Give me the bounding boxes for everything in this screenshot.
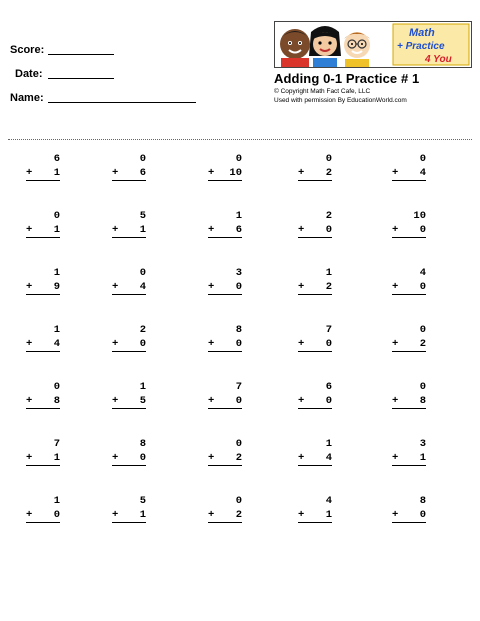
addition-problem <box>298 210 332 246</box>
addition-problem <box>298 153 332 189</box>
problem-top-number: 3 <box>235 267 242 279</box>
plus-sign: + <box>298 281 305 293</box>
answer-line[interactable] <box>208 294 242 295</box>
problem-bottom-number: 1 <box>139 224 146 236</box>
addition-problem <box>112 438 146 474</box>
problem-top-number: 0 <box>53 210 60 222</box>
problem-bottom-number: 5 <box>139 395 146 407</box>
answer-line[interactable] <box>112 351 146 352</box>
plus-sign: + <box>112 224 119 236</box>
plus-sign: + <box>112 452 119 464</box>
addition-problem <box>208 495 242 531</box>
problem-bottom-number: 0 <box>325 395 332 407</box>
answer-line[interactable] <box>208 465 242 466</box>
addition-problem <box>392 495 426 531</box>
problem-bottom-number: 4 <box>419 167 426 179</box>
plus-sign: + <box>392 509 399 521</box>
plus-sign: + <box>298 395 305 407</box>
answer-line[interactable] <box>392 294 426 295</box>
problem-top-number: 8 <box>419 495 426 507</box>
addition-problem <box>392 153 426 189</box>
plus-sign: + <box>208 395 215 407</box>
addition-problem <box>208 267 242 303</box>
answer-line[interactable] <box>112 180 146 181</box>
plus-sign: + <box>112 281 119 293</box>
problem-top-number: 0 <box>139 153 146 165</box>
problem-bottom-number: 0 <box>325 224 332 236</box>
answer-line[interactable] <box>112 522 146 523</box>
answer-line[interactable] <box>208 180 242 181</box>
answer-line[interactable] <box>392 351 426 352</box>
plus-sign: + <box>112 509 119 521</box>
answer-line[interactable] <box>26 465 60 466</box>
addition-problem <box>298 438 332 474</box>
problem-bottom-number: 2 <box>325 167 332 179</box>
plus-sign: + <box>26 281 33 293</box>
answer-line[interactable] <box>298 408 332 409</box>
problem-bottom-number: 0 <box>419 509 426 521</box>
answer-line[interactable] <box>208 408 242 409</box>
answer-line[interactable] <box>392 408 426 409</box>
problem-bottom-number: 0 <box>139 452 146 464</box>
name-label: Name: <box>10 92 44 104</box>
problem-top-number: 0 <box>235 495 242 507</box>
answer-line[interactable] <box>26 180 60 181</box>
problem-top-number: 1 <box>139 381 146 393</box>
problem-bottom-number: 1 <box>325 509 332 521</box>
answer-line[interactable] <box>392 180 426 181</box>
answer-line[interactable] <box>298 465 332 466</box>
answer-line[interactable] <box>26 522 60 523</box>
problem-top-number: 0 <box>53 381 60 393</box>
problem-bottom-number: 1 <box>53 167 60 179</box>
addition-problem <box>112 210 146 246</box>
problem-bottom-number: 4 <box>53 338 60 350</box>
answer-line[interactable] <box>298 180 332 181</box>
answer-line[interactable] <box>26 294 60 295</box>
problem-top-number: 0 <box>419 153 426 165</box>
logo-line-1: Math <box>409 27 435 39</box>
problem-top-number: 1 <box>53 324 60 336</box>
problem-top-number: 2 <box>325 210 332 222</box>
problem-bottom-number: 0 <box>235 281 242 293</box>
plus-sign: + <box>208 224 215 236</box>
page-title: Adding 0-1 Practice # 1 <box>274 71 420 86</box>
addition-problem <box>392 324 426 360</box>
plus-sign: + <box>112 167 119 179</box>
problem-bottom-number: 6 <box>235 224 242 236</box>
plus-sign: + <box>112 395 119 407</box>
problem-top-number: 1 <box>325 267 332 279</box>
addition-problem <box>392 210 426 246</box>
answer-line[interactable] <box>392 465 426 466</box>
plus-sign: + <box>26 452 33 464</box>
addition-problem <box>392 381 426 417</box>
problem-bottom-number: 0 <box>139 338 146 350</box>
addition-problem <box>208 381 242 417</box>
addition-problem <box>112 267 146 303</box>
plus-sign: + <box>392 452 399 464</box>
answer-line[interactable] <box>26 408 60 409</box>
problem-bottom-number: 8 <box>419 395 426 407</box>
plus-sign: + <box>208 452 215 464</box>
problem-top-number: 6 <box>53 153 60 165</box>
problem-top-number: 1 <box>53 267 60 279</box>
plus-sign: + <box>26 338 33 350</box>
problem-top-number: 0 <box>235 438 242 450</box>
problem-top-number: 1 <box>325 438 332 450</box>
problem-top-number: 5 <box>139 210 146 222</box>
plus-sign: + <box>298 509 305 521</box>
problem-top-number: 1 <box>53 495 60 507</box>
problem-bottom-number: 1 <box>53 224 60 236</box>
answer-line[interactable] <box>298 522 332 523</box>
problem-bottom-number: 9 <box>53 281 60 293</box>
score-label: Score: <box>10 44 45 56</box>
plus-sign: + <box>112 338 119 350</box>
problem-bottom-number: 4 <box>325 452 332 464</box>
answer-line[interactable] <box>26 237 60 238</box>
problem-top-number: 10 <box>413 210 426 222</box>
plus-sign: + <box>298 167 305 179</box>
addition-problem <box>26 210 60 246</box>
problem-top-number: 0 <box>139 267 146 279</box>
answer-line[interactable] <box>298 351 332 352</box>
answer-line[interactable] <box>392 237 426 238</box>
addition-problem <box>26 153 60 189</box>
answer-line[interactable] <box>26 351 60 352</box>
problem-bottom-number: 0 <box>419 224 426 236</box>
problem-top-number: 3 <box>419 438 426 450</box>
addition-problem <box>26 495 60 531</box>
addition-problem <box>392 438 426 474</box>
plus-sign: + <box>26 167 33 179</box>
problem-bottom-number: 2 <box>325 281 332 293</box>
problem-bottom-number: 8 <box>53 395 60 407</box>
plus-sign: + <box>392 224 399 236</box>
problem-top-number: 0 <box>235 153 242 165</box>
answer-line[interactable] <box>112 237 146 238</box>
problem-bottom-number: 4 <box>139 281 146 293</box>
problem-bottom-number: 10 <box>229 167 242 179</box>
plus-sign: + <box>26 224 33 236</box>
problem-bottom-number: 0 <box>235 338 242 350</box>
plus-sign: + <box>392 281 399 293</box>
problem-bottom-number: 1 <box>53 452 60 464</box>
addition-problem <box>392 267 426 303</box>
plus-sign: + <box>208 167 215 179</box>
problem-top-number: 2 <box>139 324 146 336</box>
problem-top-number: 0 <box>325 153 332 165</box>
plus-sign: + <box>392 167 399 179</box>
addition-problem <box>208 438 242 474</box>
problem-bottom-number: 0 <box>419 281 426 293</box>
answer-line[interactable] <box>112 408 146 409</box>
addition-problem <box>208 324 242 360</box>
problem-bottom-number: 0 <box>53 509 60 521</box>
permission-text: Used with permission By EducationWorld.com <box>274 97 407 104</box>
answer-line[interactable] <box>208 351 242 352</box>
answer-line[interactable] <box>298 237 332 238</box>
problem-bottom-number: 0 <box>325 338 332 350</box>
answer-line[interactable] <box>112 465 146 466</box>
problem-top-number: 0 <box>419 381 426 393</box>
answer-line[interactable] <box>208 237 242 238</box>
addition-problem <box>26 324 60 360</box>
addition-problem <box>112 495 146 531</box>
addition-problem <box>208 153 242 189</box>
addition-problem <box>298 381 332 417</box>
answer-line[interactable] <box>208 522 242 523</box>
logo-line-3: 4 You <box>425 54 452 65</box>
addition-problem <box>26 438 60 474</box>
problem-top-number: 4 <box>325 495 332 507</box>
addition-problem <box>26 267 60 303</box>
plus-sign: + <box>208 509 215 521</box>
addition-problem <box>112 153 146 189</box>
addition-problem <box>112 324 146 360</box>
problem-top-number: 7 <box>53 438 60 450</box>
problem-bottom-number: 2 <box>419 338 426 350</box>
plus-sign: + <box>298 338 305 350</box>
problem-top-number: 6 <box>325 381 332 393</box>
addition-problem <box>298 324 332 360</box>
problem-bottom-number: 6 <box>139 167 146 179</box>
problem-bottom-number: 0 <box>235 395 242 407</box>
plus-sign: + <box>26 395 33 407</box>
copyright-text: © Copyright Math Fact Cafe, LLC <box>274 88 371 95</box>
problem-top-number: 5 <box>139 495 146 507</box>
problem-top-number: 8 <box>139 438 146 450</box>
addition-problem <box>298 495 332 531</box>
problem-top-number: 8 <box>235 324 242 336</box>
plus-sign: + <box>298 452 305 464</box>
problem-top-number: 4 <box>419 267 426 279</box>
problem-top-number: 1 <box>235 210 242 222</box>
problem-bottom-number: 2 <box>235 452 242 464</box>
plus-sign: + <box>392 395 399 407</box>
date-label: Date: <box>15 68 43 80</box>
problem-top-number: 0 <box>419 324 426 336</box>
plus-sign: + <box>26 509 33 521</box>
answer-line[interactable] <box>392 522 426 523</box>
answer-line[interactable] <box>112 294 146 295</box>
problem-bottom-number: 2 <box>235 509 242 521</box>
plus-sign: + <box>298 224 305 236</box>
addition-problem <box>208 210 242 246</box>
addition-problem <box>112 381 146 417</box>
problem-bottom-number: 1 <box>139 509 146 521</box>
problem-bottom-number: 1 <box>419 452 426 464</box>
problem-top-number: 7 <box>235 381 242 393</box>
plus-sign: + <box>208 338 215 350</box>
addition-problem <box>26 381 60 417</box>
plus-sign: + <box>392 338 399 350</box>
addition-problem <box>298 267 332 303</box>
logo-line-2: + Practice <box>397 41 445 52</box>
problem-top-number: 7 <box>325 324 332 336</box>
answer-line[interactable] <box>298 294 332 295</box>
plus-sign: + <box>208 281 215 293</box>
